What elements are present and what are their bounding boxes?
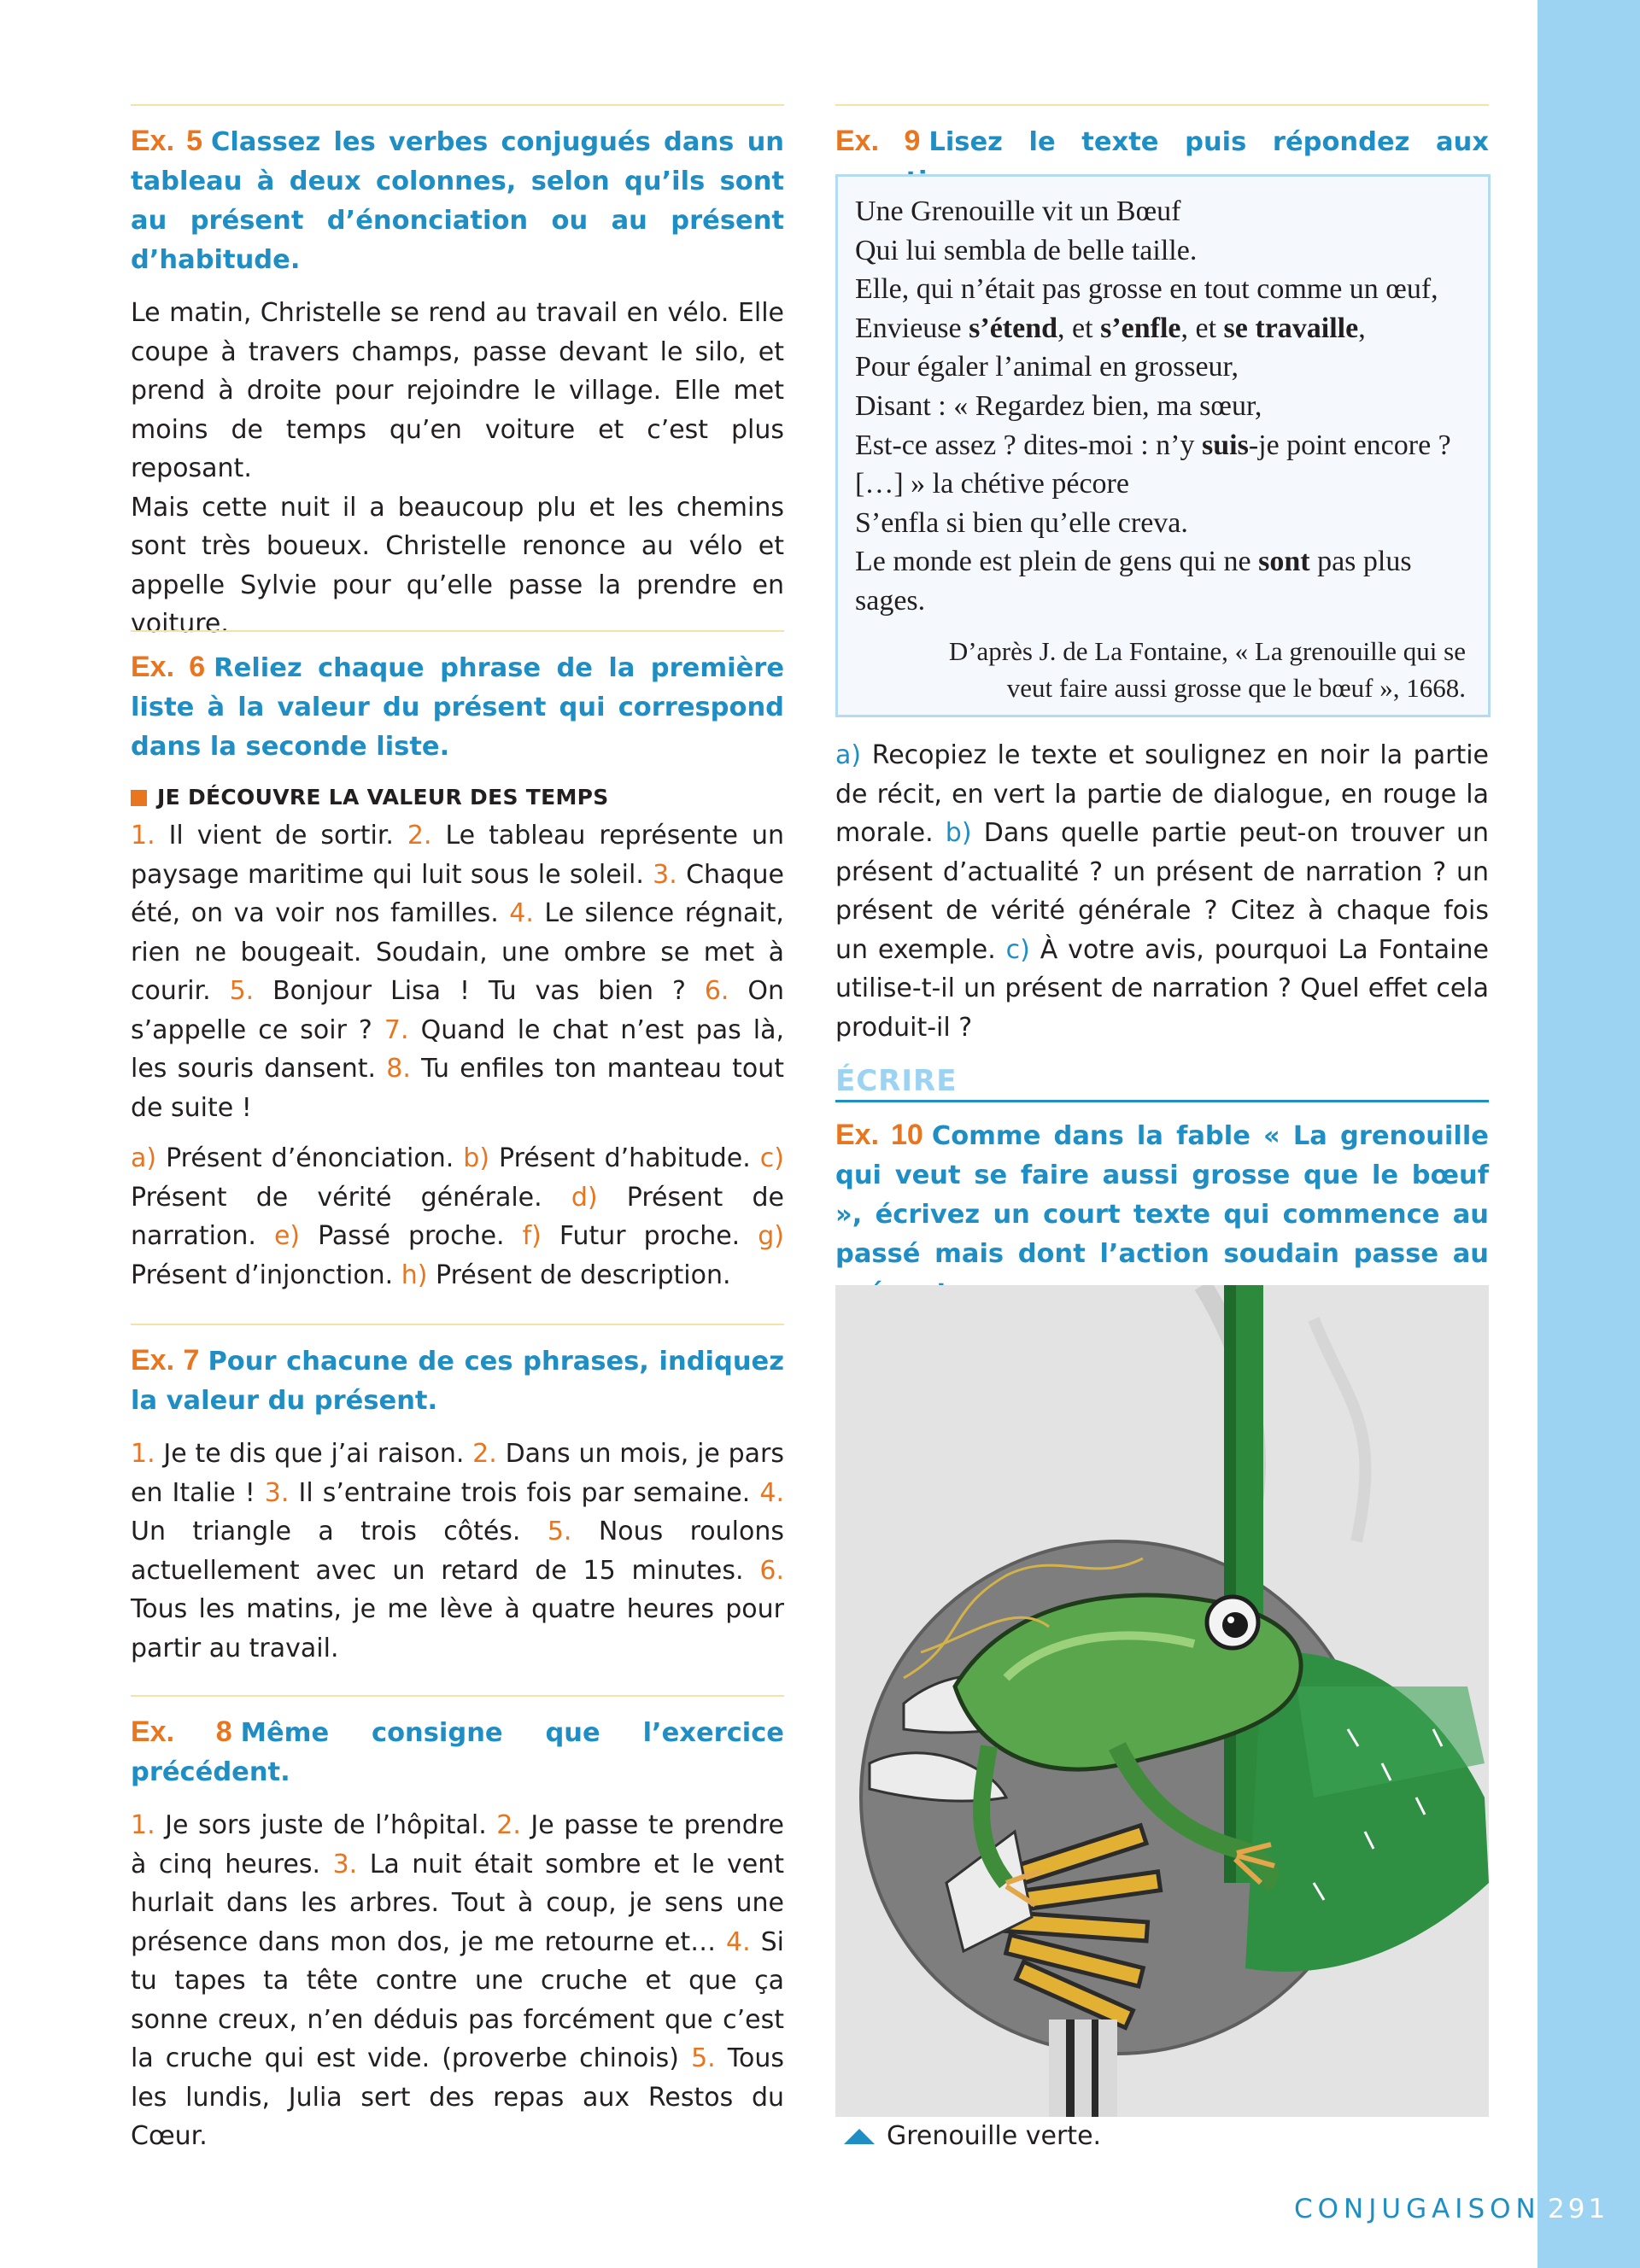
sentence: Si tu tapes ta tête contre une cruche et que ça sonne creux, n’en déduis pas forcément que c’est la cruche qui est vide. (proverbe chinois) bbox=[131, 1926, 784, 2073]
sentence: Il vient de sortir. bbox=[168, 821, 394, 850]
sentence: Le tableau représente un paysage maritime qui luit sous le soleil. bbox=[131, 821, 784, 890]
exercise-8-number: Ex. 8 bbox=[131, 1716, 232, 1748]
item-number: 5. bbox=[691, 2043, 716, 2073]
exercise-5-number: Ex. 5 bbox=[131, 125, 203, 157]
triangle-up-icon bbox=[844, 2129, 875, 2144]
image-caption: Grenouille verte. bbox=[844, 2121, 1101, 2151]
poem-line: Est-ce assez ? dites-moi : n’y suis-je point encore ? bbox=[855, 429, 1451, 461]
value-label: Futur proche. bbox=[559, 1221, 741, 1251]
exercise-8 bbox=[131, 1695, 784, 2156]
exercise-8-heading bbox=[131, 1712, 784, 1792]
poem-line: Pour égaler l’animal en grosseur, bbox=[855, 351, 1239, 383]
poem-line: Le monde est plein de gens qui ne sont pas plus sages. bbox=[855, 546, 1412, 617]
exercise-6-title: Reliez chaque phrase de la première liste à la valeur du présent qui correspond dans la seconde liste. bbox=[131, 653, 785, 762]
section-title-ecrire: ÉCRIRE bbox=[835, 1064, 1489, 1102]
exercise-10-title: Comme dans la fable « La grenouille qui veut se faire aussi grosse que le bœuf », écrivez un court texte qui commence au passé mais dont l’action soudain passe au bbox=[835, 1121, 1489, 1269]
item-number: 4. bbox=[759, 1477, 784, 1508]
sentence: Je passe te prendre à cinq heures. bbox=[131, 1810, 784, 1879]
exercise-5-text-p1: Le matin, Christelle se rend au travail en vélo. Elle coupe à travers champs, passe devant le silo, et prend à droite pour rejoindre le village. Elle met moins de temps qu’en voiture et c’est plus reposant. bbox=[131, 298, 784, 483]
value-letter: c) bbox=[759, 1143, 784, 1173]
poem-line: Envieuse s’étend, et s’enfle, et se travaille, bbox=[855, 312, 1366, 344]
exercise-10-heading bbox=[835, 1115, 1489, 1313]
question: À votre avis, pourquoi La Fontaine utilise-t-il un présent de narration ? Quel effet cela produit-il ? bbox=[835, 934, 1489, 1043]
footer-section-label: CONJUGAISON bbox=[1294, 2194, 1541, 2224]
exercise-5-title: Classez les verbes conjugués dans un tableau à deux colonnes, selon qu’ils sont au présent d’énonciation ou au présent d’habitude. bbox=[131, 127, 785, 275]
sentence: Dans un mois, je pars en Italie ! bbox=[131, 1439, 785, 1508]
value-letter: f) bbox=[522, 1221, 542, 1251]
item-number: 3. bbox=[653, 859, 677, 890]
value-label: Passé proche. bbox=[318, 1221, 505, 1251]
value-label: Présent de vérité générale. bbox=[131, 1182, 542, 1213]
frog-illustration bbox=[835, 1285, 1489, 2117]
exercise-6-subheading: JE DÉCOUVRE LA VALEUR DES TEMPS bbox=[131, 784, 784, 811]
poem-line: […] » la chétive pécore bbox=[855, 468, 1129, 500]
question: Dans quelle partie peut-on trouver un présent d’actualité ? un présent de narration ? un présent de vérité générale ? Citez à chaque fois un exemple. bbox=[835, 818, 1490, 965]
item-number: 1. bbox=[131, 1810, 155, 1840]
item-number: 6. bbox=[704, 976, 729, 1006]
exercise-6-values bbox=[131, 1139, 784, 1295]
question-letter: a) bbox=[835, 740, 862, 770]
sentence: La nuit était sombre et le vent hurlait dans les arbres. Tout à coup, je sens une présence dans mon dos, je me retourne et… bbox=[131, 1849, 784, 1957]
exercise-5-heading bbox=[131, 121, 784, 280]
exercise-7-sentences bbox=[131, 1435, 784, 1668]
item-number: 4. bbox=[726, 1926, 751, 1957]
item-number: 4. bbox=[509, 898, 534, 928]
exercise-6-heading bbox=[131, 647, 784, 767]
sentence: Le silence régnait, rien ne bougeait. Soudain, une ombre se met à courir. bbox=[131, 898, 784, 1006]
item-number: 2. bbox=[496, 1810, 521, 1840]
exercise-8-title: Même consigne que l’exercice précédent. bbox=[131, 1718, 784, 1787]
sentence: Nous roulons actuellement avec un retard de 15 minutes. bbox=[131, 1517, 785, 1586]
item-number: 2. bbox=[407, 821, 432, 850]
item-number: 8. bbox=[386, 1054, 411, 1084]
sentence: Je te dis que j’ai raison. bbox=[163, 1439, 465, 1469]
exercise-9-title: Lisez le texte puis répondez aux bbox=[928, 127, 1489, 157]
question: Recopiez le texte et soulignez en noir la partie de récit, en vert la partie de dialogue, en rouge la morale. bbox=[835, 740, 1489, 848]
exercise-9-questions bbox=[835, 736, 1489, 1047]
exercise-6-number: Ex. 6 bbox=[131, 651, 206, 683]
square-bullet-icon bbox=[131, 790, 147, 806]
poem-source: D’après J. de La Fontaine, « La grenouille qui se veut faire aussi grosse que le bœuf », 1668. bbox=[948, 636, 1466, 703]
page-number: 291 bbox=[1548, 2194, 1609, 2224]
value-label: Présent d’habitude. bbox=[499, 1143, 751, 1173]
question-letter: b) bbox=[945, 818, 972, 848]
item-number: 3. bbox=[332, 1849, 358, 1879]
value-letter: h) bbox=[401, 1260, 428, 1290]
value-label: Présent de narration. bbox=[131, 1182, 784, 1251]
exercise-10-number: Ex. 10 bbox=[835, 1119, 923, 1151]
sentence: Tous les matins, je me lève à quatre heures pour partir au travail. bbox=[131, 1594, 784, 1663]
exercise-7-number: Ex. 7 bbox=[131, 1344, 200, 1377]
item-number: 7. bbox=[384, 1014, 409, 1045]
exercise-8-sentences bbox=[131, 1806, 784, 2156]
exercise-7-title: Pour chacune de ces phrases, indiquez la valeur du présent. bbox=[131, 1347, 784, 1416]
value-letter: a) bbox=[131, 1143, 157, 1173]
frog-artwork bbox=[835, 1285, 1489, 2117]
side-strip bbox=[1538, 0, 1640, 2268]
item-number: 2. bbox=[472, 1439, 497, 1469]
value-label: Présent d’injonction. bbox=[131, 1260, 394, 1290]
value-letter: d) bbox=[571, 1182, 598, 1213]
exercise-7 bbox=[131, 1324, 784, 1668]
question-letter: c) bbox=[1005, 934, 1030, 965]
sentence: Chaque été, on va voir nos familles. bbox=[131, 859, 784, 928]
poem-line: S’enfla si bien qu’elle creva. bbox=[855, 506, 1188, 539]
value-letter: e) bbox=[273, 1221, 301, 1251]
exercise-10 bbox=[835, 1110, 1489, 1313]
exercise-5-text-p2: Mais cette nuit il a beaucoup plu et les chemins sont très boueux. Christelle renonce au vélo et appelle Sylvie pour qu’elle passe la prendre en voiture. bbox=[131, 492, 784, 639]
value-letter: g) bbox=[758, 1221, 784, 1251]
exercise-6-sentences bbox=[131, 816, 784, 1127]
poem-box bbox=[835, 174, 1491, 717]
value-label: Présent de description. bbox=[436, 1260, 731, 1290]
sentence: Bonjour Lisa ! Tu vas bien ? bbox=[272, 976, 686, 1006]
exercise-9-number: Ex. 9 bbox=[835, 125, 921, 157]
sentence: Il s’entraine trois fois par semaine. bbox=[298, 1477, 751, 1508]
item-number: 6. bbox=[759, 1555, 784, 1586]
poem-line: Une Grenouille vit un Bœuf bbox=[855, 196, 1181, 227]
sentence: Je sors juste de l’hôpital. bbox=[165, 1810, 487, 1840]
poem bbox=[855, 192, 1488, 621]
sentence: Tous les lundis, Julia sert des repas aux Restos du Cœur. bbox=[131, 2043, 785, 2151]
poem-line: Qui lui sembla de belle taille. bbox=[855, 234, 1198, 266]
item-number: 1. bbox=[131, 821, 155, 850]
exercise-5 bbox=[131, 104, 784, 644]
exercise-7-heading bbox=[131, 1341, 784, 1421]
sentence: Un triangle a trois côtés. bbox=[131, 1517, 521, 1546]
sentence: On s’appelle ce soir ? bbox=[131, 976, 784, 1045]
sentence: Quand le chat n’est pas là, les souris dansent. bbox=[131, 1014, 785, 1084]
item-number: 5. bbox=[547, 1517, 572, 1546]
poem-line: Elle, qui n’était pas grosse en tout comme un œuf, bbox=[855, 273, 1438, 306]
value-label: Présent d’énonciation. bbox=[166, 1143, 454, 1173]
item-number: 1. bbox=[131, 1439, 155, 1469]
item-number: 5. bbox=[229, 976, 255, 1006]
item-number: 3. bbox=[264, 1477, 290, 1508]
exercise-6 bbox=[131, 630, 784, 1295]
poem-line: Disant : « Regardez bien, ma sœur, bbox=[855, 389, 1262, 422]
value-letter: b) bbox=[463, 1143, 490, 1173]
sentence: Tu enfiles ton manteau tout de suite ! bbox=[131, 1054, 784, 1123]
